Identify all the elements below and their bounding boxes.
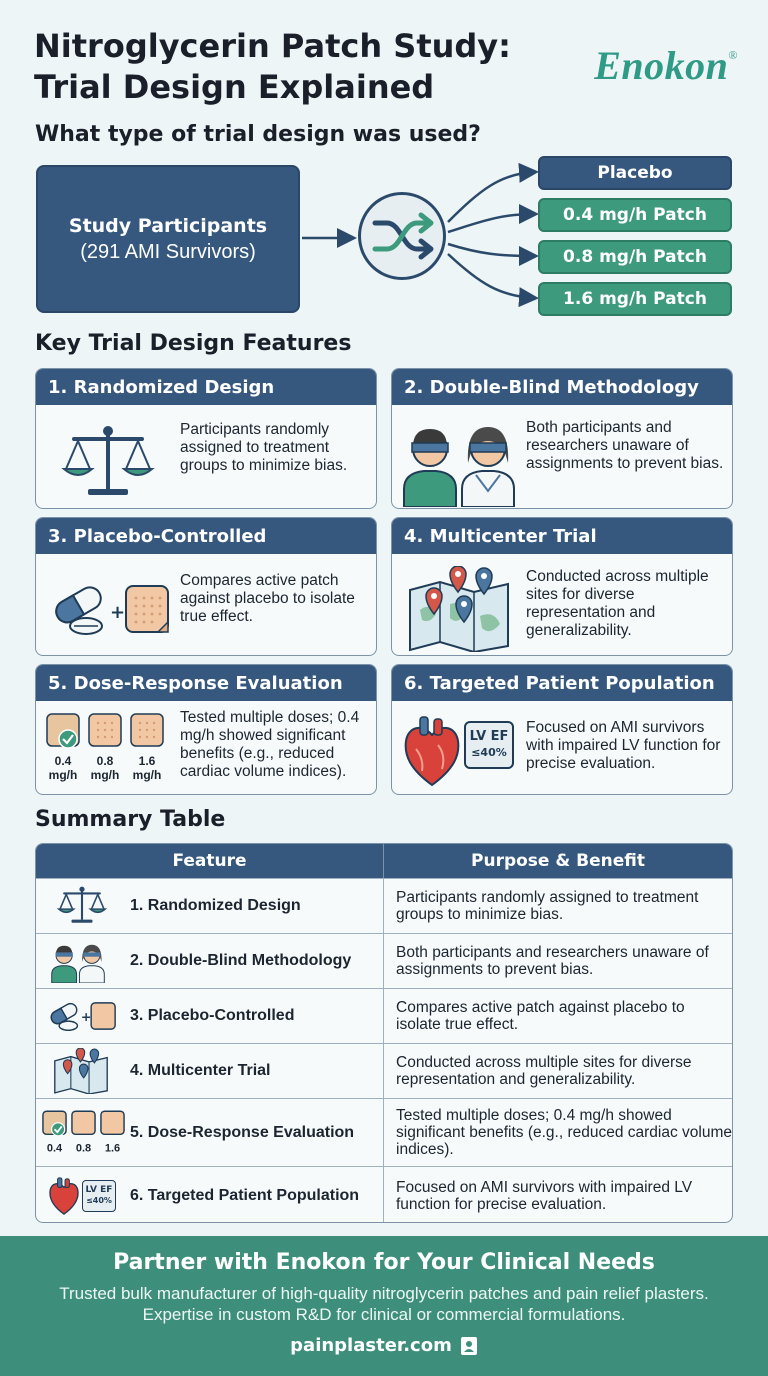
dose-item bbox=[130, 713, 164, 782]
scale-icon bbox=[58, 423, 158, 503]
dose-value: 0.4 bbox=[46, 1142, 63, 1154]
card-title: 2. Double-Blind Methodology bbox=[392, 369, 732, 405]
footer-title: Partner with Enokon for Your Clinical Needs bbox=[113, 1250, 655, 1275]
blindfolded-people-icon bbox=[46, 939, 110, 983]
table-row bbox=[36, 1098, 732, 1166]
card-description: Participants randomly assigned to treatment groups to minimize bias. bbox=[180, 421, 348, 474]
table-row bbox=[36, 933, 732, 988]
dose-value: 0.8 bbox=[96, 754, 114, 768]
summary-table bbox=[35, 843, 733, 1223]
footer-description: Trusted bulk manufacturer of high-quality nitroglycerin patches and pain relief plasters. Expertise in custom R&D for clinical or commercial formulations. bbox=[59, 1284, 709, 1324]
column-header-purpose: Purpose & Benefit bbox=[471, 851, 645, 871]
trial-question: What type of trial design was used? bbox=[35, 122, 481, 147]
table-row bbox=[36, 878, 732, 933]
page-title: Nitroglycerin Patch Study: Trial Design Explained bbox=[34, 27, 511, 106]
row-feature: 5. Dose-Response Evaluation bbox=[130, 1123, 355, 1141]
patch-icon bbox=[130, 713, 164, 749]
dose-value: 1.6 bbox=[138, 754, 156, 768]
dose-unit: mg/h bbox=[132, 768, 162, 782]
patch-icon bbox=[88, 713, 122, 749]
row-feature: 4. Multicenter Trial bbox=[130, 1062, 271, 1079]
arm-dose-0-4: 0.4 mg/h Patch bbox=[538, 198, 732, 232]
scale-icon bbox=[54, 885, 110, 927]
patch-icon bbox=[100, 1110, 125, 1136]
table-row bbox=[36, 1043, 732, 1098]
feature-card-randomized bbox=[35, 368, 377, 509]
blindfolded-people-icon bbox=[400, 415, 518, 507]
dose-value: 0.4 bbox=[54, 754, 72, 768]
patch-checked-icon bbox=[46, 713, 80, 749]
dose-unit: mg/h bbox=[90, 768, 120, 782]
row-feature: 6. Targeted Patient Population bbox=[130, 1186, 360, 1204]
card-description: Compares active patch against placebo to isolate true effect. bbox=[180, 572, 355, 625]
map-pins-icon bbox=[52, 1048, 110, 1094]
contact-card-icon bbox=[460, 1336, 478, 1356]
card-description: Conducted across multiple sites for diverse representation and generalizability. bbox=[526, 568, 709, 639]
dose-value: 1.6 bbox=[104, 1142, 121, 1154]
row-purpose: Conducted across multiple sites for diverse representation and generalizability. bbox=[396, 1054, 692, 1088]
brand-logo bbox=[594, 42, 738, 89]
row-purpose: Focused on AMI survivors with impaired LV function for precise evaluation. bbox=[396, 1178, 693, 1213]
brand-name: Enokon bbox=[594, 43, 729, 88]
dose-item bbox=[100, 1110, 125, 1155]
badge-line1: LV EF bbox=[469, 729, 509, 744]
table-row bbox=[36, 1166, 732, 1223]
dose-patches-icon bbox=[42, 1110, 125, 1155]
column-header-feature: Feature bbox=[36, 844, 384, 878]
card-description: Tested multiple doses; 0.4 mg/h showed significant benefits (e.g., reduced cardiac volume indices). bbox=[180, 709, 360, 780]
arm-dose-1-6: 1.6 mg/h Patch bbox=[538, 282, 732, 316]
map-pins-icon bbox=[406, 566, 512, 652]
lv-ef-badge bbox=[82, 1180, 116, 1212]
summary-heading: Summary Table bbox=[35, 807, 226, 832]
features-heading: Key Trial Design Features bbox=[35, 331, 352, 356]
patch-checked-icon bbox=[42, 1110, 67, 1136]
row-feature: 3. Placebo-Controlled bbox=[130, 1007, 295, 1024]
lv-ef-badge bbox=[464, 721, 514, 769]
arm-dose-0-8: 0.8 mg/h Patch bbox=[538, 240, 732, 274]
badge-line1: LV EF bbox=[85, 1184, 113, 1195]
row-feature: 2. Double-Blind Methodology bbox=[130, 952, 352, 969]
randomization-shuffle-icon bbox=[358, 192, 446, 280]
pill-and-patch-icon bbox=[46, 996, 118, 1036]
pill-and-patch-icon bbox=[48, 574, 172, 644]
card-description: Focused on AMI survivors with impaired LV function for precise evaluation. bbox=[526, 719, 721, 772]
dose-patches-icon bbox=[46, 713, 170, 782]
feature-card-targeted-population bbox=[391, 664, 733, 795]
dose-item bbox=[88, 713, 122, 782]
patch-icon bbox=[71, 1110, 96, 1136]
svg-text:+: + bbox=[110, 602, 126, 623]
badge-line2: ≤40% bbox=[471, 746, 507, 759]
heart-icon bbox=[48, 1176, 80, 1216]
dose-item bbox=[71, 1110, 96, 1155]
feature-card-multicenter bbox=[391, 517, 733, 656]
feature-card-placebo bbox=[35, 517, 377, 656]
card-title: 5. Dose-Response Evaluation bbox=[36, 665, 376, 701]
table-header bbox=[36, 844, 732, 878]
arm-placebo: Placebo bbox=[538, 156, 732, 190]
card-title: 4. Multicenter Trial bbox=[392, 518, 732, 554]
feature-card-double-blind bbox=[391, 368, 733, 509]
card-title: 1. Randomized Design bbox=[36, 369, 376, 405]
table-row bbox=[36, 988, 732, 1043]
badge-line2: ≤40% bbox=[86, 1195, 112, 1205]
footer-banner bbox=[0, 1236, 768, 1376]
dose-value: 0.8 bbox=[75, 1142, 92, 1154]
card-title: 3. Placebo-Controlled bbox=[36, 518, 376, 554]
dose-item bbox=[42, 1110, 67, 1155]
row-purpose: Compares active patch against placebo to isolate true effect. bbox=[396, 999, 685, 1033]
row-feature: 1. Randomized Design bbox=[130, 897, 301, 914]
card-description: Both participants and researchers unaware of assignments to prevent bias. bbox=[526, 419, 724, 472]
feature-card-dose-response bbox=[35, 664, 377, 795]
row-purpose: Participants randomly assigned to treatment groups to minimize bias. bbox=[396, 889, 699, 923]
card-title: 6. Targeted Patient Population bbox=[392, 665, 732, 701]
registered-mark: ® bbox=[728, 48, 738, 62]
row-purpose: Both participants and researchers unaware of assignments to prevent bias. bbox=[396, 944, 709, 978]
footer-link[interactable] bbox=[290, 1335, 478, 1356]
website-link[interactable]: painplaster.com bbox=[290, 1335, 452, 1356]
heart-icon bbox=[402, 715, 462, 787]
dose-item bbox=[46, 713, 80, 782]
participants-title: Study Participants bbox=[68, 214, 268, 237]
row-purpose: Tested multiple doses; 0.4 mg/h showed significant benefits (e.g., reduced cardiac volume indices). bbox=[396, 1107, 733, 1158]
svg-text:+: + bbox=[80, 1009, 92, 1025]
dose-unit: mg/h bbox=[48, 768, 78, 782]
participants-count: (291 AMI Survivors) bbox=[80, 240, 256, 263]
